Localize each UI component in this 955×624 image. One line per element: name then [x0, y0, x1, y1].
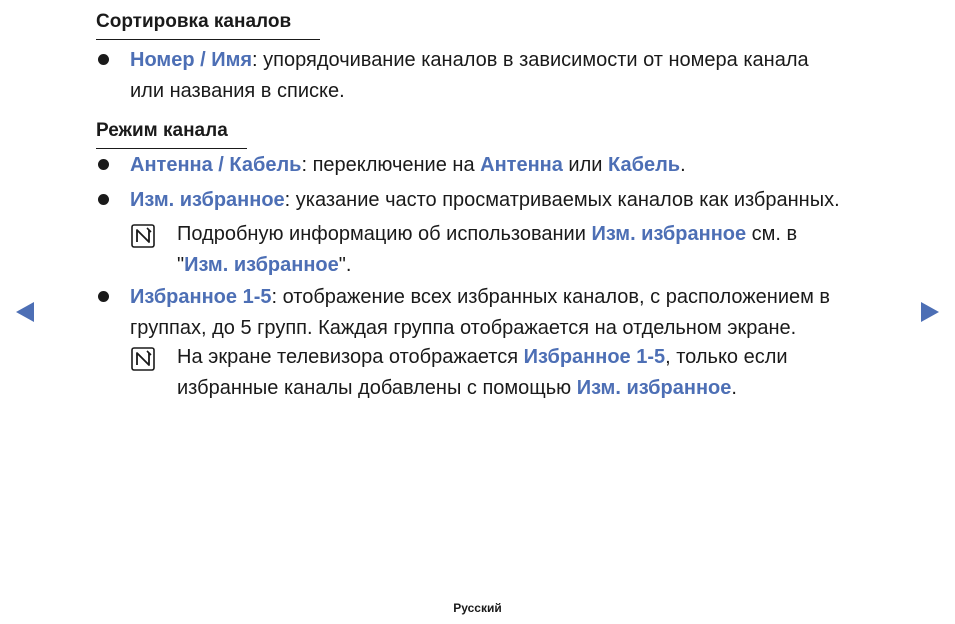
term-cable: Кабель — [608, 154, 681, 176]
term-edit-favorites: Изм. избранное — [591, 223, 747, 245]
section-title-sort: Сортировка каналов — [96, 11, 320, 40]
item-text: : упорядочивание каналов в зависимости от номера канала — [252, 49, 809, 71]
term-edit-favorites: Изм. избранное — [184, 254, 339, 276]
bullet — [98, 291, 109, 302]
note-text: На экране телевизора отображается — [177, 346, 524, 368]
note-line — [177, 342, 917, 373]
note-line — [177, 373, 917, 404]
note-favorites-1-5 — [177, 342, 917, 404]
note-text: избранные каналы добавлены с помощью — [177, 377, 577, 399]
arrow-left-icon[interactable] — [15, 301, 35, 323]
term-antenna: Антенна — [480, 154, 563, 176]
term-favorites-1-5: Избранное 1-5 — [130, 286, 272, 308]
item-line — [130, 282, 920, 313]
item-line — [130, 185, 920, 216]
item-line — [130, 150, 920, 181]
note-text: ". — [338, 254, 352, 276]
note-text: " — [177, 254, 185, 276]
item-text: . — [680, 154, 686, 176]
list-item-antenna-cable — [130, 150, 920, 181]
section-title-mode: Режим канала — [96, 120, 247, 149]
note-icon — [131, 347, 155, 371]
bullet — [98, 194, 109, 205]
note-edit-favorites — [177, 219, 917, 281]
item-line: или названия в списке. — [130, 80, 345, 102]
note-text: , только если — [665, 346, 788, 368]
list-item-edit-favorites — [130, 185, 920, 216]
item-text: или — [562, 154, 609, 176]
term-antenna-cable: Антенна / Кабель — [130, 154, 302, 176]
note-line — [177, 219, 917, 250]
note-text: Подробную информацию об использовании — [177, 223, 592, 245]
bullet — [98, 159, 109, 170]
item-text: : переключение на — [301, 154, 481, 176]
item-text: : отображение всех избранных каналов, с расположением в — [271, 286, 831, 308]
list-item-favorites-1-5 — [130, 282, 920, 344]
arrow-right-icon[interactable] — [920, 301, 940, 323]
bullet — [98, 54, 109, 65]
note-icon — [131, 224, 155, 248]
footer-language: Русский — [453, 601, 502, 615]
term-number-name: Номер / Имя — [130, 49, 253, 71]
item-line — [130, 45, 920, 76]
note-text: см. в — [746, 223, 798, 245]
term-favorites-1-5: Избранное 1-5 — [523, 346, 666, 368]
note-text: . — [731, 377, 737, 399]
list-item-number-name — [130, 45, 920, 107]
term-edit-favorites: Изм. избранное — [576, 377, 732, 399]
item-line: группах, до 5 групп. Каждая группа отображается на отдельном экране. — [130, 317, 797, 339]
note-line — [177, 250, 917, 281]
term-edit-favorites: Изм. избранное — [130, 189, 285, 211]
item-text: : указание часто просматриваемых каналов как избранных. — [284, 189, 840, 211]
